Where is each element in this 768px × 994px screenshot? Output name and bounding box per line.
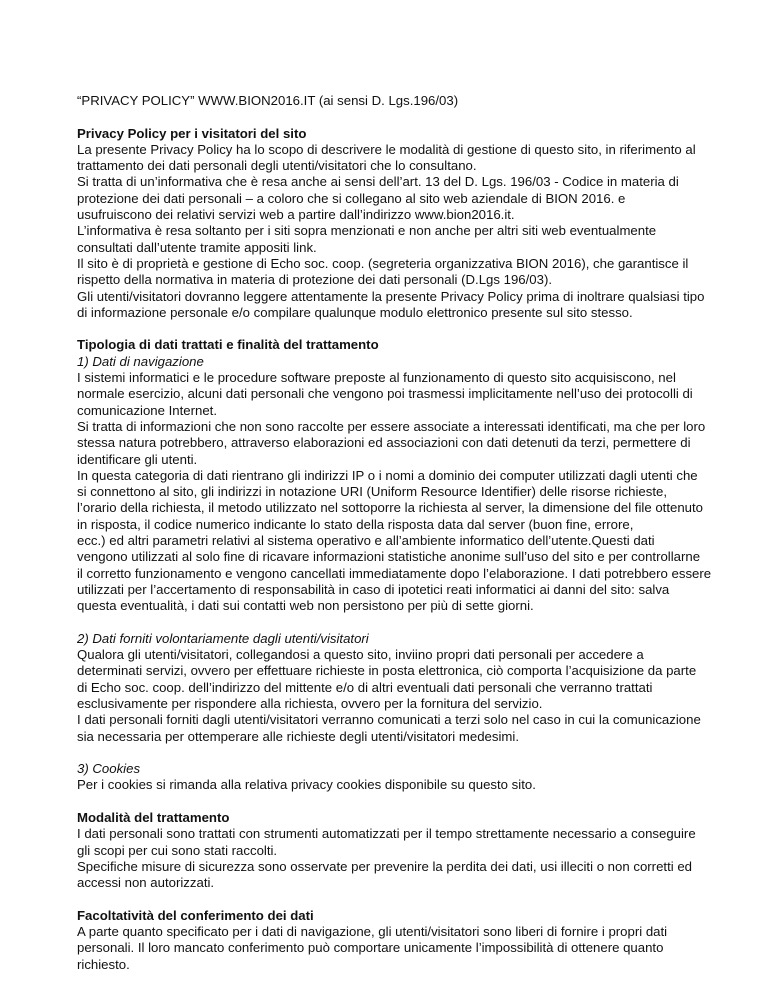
paragraph-line: questa eventualità, i dati sui contatti web non persistono per più di sette giorni.	[77, 598, 534, 614]
paragraph-line: trattamento dei dati personali degli utenti/visitatori che lo consultano.	[77, 158, 477, 174]
spacer	[77, 109, 717, 125]
paragraph-line: Per i cookies si rimanda alla relativa privacy cookies disponibile su questo sito.	[77, 777, 536, 793]
paragraph-line: In questa categoria di dati rientrano gli indirizzi IP o i nomi a dominio dei computer utilizzati dagli utenti che	[77, 467, 698, 483]
section-heading: 2) Dati forniti volontariamente dagli utenti/visitatori	[77, 630, 369, 646]
paragraph-line: protezione dei dati personali – a coloro che si collegano al sito web aziendale di BION 2016. e	[77, 190, 626, 206]
section-heading: Tipologia di dati trattati e finalità del trattamento	[77, 337, 379, 353]
spacer	[77, 321, 717, 337]
paragraph-line: rispetto della normativa in materia di protezione dei dati personali (D.Lgs 196/03).	[77, 272, 553, 288]
paragraph-line: Specifiche misure di sicurezza sono osservate per prevenire la perdita dei dati, usi illeciti o non corretti ed	[77, 858, 692, 874]
section	[77, 761, 717, 794]
paragraph-line: consultati dall’utente tramite appositi link.	[77, 239, 317, 255]
section	[77, 908, 717, 973]
spacer	[77, 892, 717, 908]
paragraph-line: I dati personali forniti dagli utenti/visitatori verranno comunicati a terzi solo nel caso in cui la comunicazione	[77, 712, 701, 728]
paragraph-line: I sistemi informatici e le procedure software preposte al funzionamento di questo sito acquisiscono, nel	[77, 370, 676, 386]
section	[77, 631, 717, 745]
paragraph-line: La presente Privacy Policy ha lo scopo di descrivere le modalità di gestione di questo sito, in riferimento al	[77, 141, 696, 157]
paragraph-line: accessi non autorizzati.	[77, 875, 215, 891]
paragraph-line: ecc.) ed altri parametri relativi al sistema operativo e all’ambiente informatico dell’utente.Questi dati	[77, 533, 655, 549]
paragraph-line: usufruiscono dei relativi servizi web a partire dall’indirizzo www.bion2016.it.	[77, 207, 515, 223]
paragraph-line: comunicazione Internet.	[77, 402, 218, 418]
paragraph-line: L’informativa è resa soltanto per i siti sopra menzionati e non anche per altri siti web eventualmente	[77, 223, 657, 239]
paragraph-line: Qualora gli utenti/visitatori, collegandosi a questo sito, inviino propri dati personali per accedere a	[77, 647, 644, 663]
paragraph-line: utilizzati per l’accertamento di responsabilità in caso di ipotetici reati informatici ai danni del sito: salva	[77, 581, 670, 597]
paragraph-line: normale esercizio, alcuni dati personali che vengono poi trasmessi implicitamente nell’uso dei protocolli di	[77, 386, 693, 402]
spacer	[77, 615, 717, 631]
section-heading: Facoltatività del conferimento dei dati	[77, 907, 314, 923]
paragraph-line: identificare gli utenti.	[77, 451, 198, 467]
section-heading: Modalità del trattamento	[77, 810, 230, 826]
paragraph-line: A parte quanto specificato per i dati di navigazione, gli utenti/visitatori sono liberi di fornire i propri dati	[77, 924, 668, 940]
paragraph-line: in risposta, il codice numerico indicante lo stato della risposta data dal server (buon fine, errore,	[77, 516, 634, 532]
paragraph-line: il corretto funzionamento e vengono cancellati immediatamente dopo l’elaborazione. I dati potrebbero essere	[77, 565, 712, 581]
document-title: “PRIVACY POLICY” WWW.BION2016.IT (ai sensi D. Lgs.196/03)	[77, 93, 459, 108]
sections	[77, 126, 717, 973]
section-heading: Privacy Policy per i visitatori del sito	[77, 125, 307, 141]
spacer	[77, 794, 717, 810]
paragraph-line: richiesto.	[77, 956, 130, 972]
paragraph-line: stessa natura potrebbero, attraverso elaborazioni ed associazioni con dati detenuti da terzi, permettere di	[77, 435, 691, 451]
paragraph-line: di informazione personale e/o compilare qualunque modulo elettronico presente sul sito stesso.	[77, 304, 633, 320]
section	[77, 810, 717, 891]
paragraph-line: l’orario della richiesta, il metodo utilizzato nel sottoporre la richiesta al server, la dimensione del file ottenuto	[77, 500, 703, 516]
document-body	[77, 93, 717, 973]
paragraph-line: vengono utilizzati al solo fine di ricavare informazioni statistiche anonime sull’uso del sito e per controllarne	[77, 549, 701, 565]
paragraph-line: esclusivamente per rispondere alla richiesta, ovvero per la fornitura del servizio.	[77, 695, 543, 711]
paragraph-line: Si tratta di un’informativa che è resa anche ai sensi dell’art. 13 del D. Lgs. 196/03 - Codice in materia di	[77, 174, 679, 190]
paragraph-line: si connettono al sito, gli indirizzi in notazione URI (Uniform Resource Identifier) delle risorse richieste,	[77, 484, 668, 500]
section	[77, 126, 717, 322]
paragraph-line: I dati personali sono trattati con strumenti automatizzati per il tempo strettamente necessario a conseguire	[77, 826, 696, 842]
paragraph-line: di Echo soc. coop. dell’indirizzo del mittente e/o di altri eventuali dati personali che verranno trattati	[77, 679, 653, 695]
paragraph-line: determinati servizi, ovvero per effettuare richieste in posta elettronica, ciò comporta l’acquisizione da parte	[77, 663, 697, 679]
section-subheading: 1) Dati di navigazione	[77, 353, 204, 369]
paragraph-line: gli scopi per cui sono stati raccolti.	[77, 842, 278, 858]
section-heading: 3) Cookies	[77, 761, 141, 777]
paragraph-line: Il sito è di proprietà e gestione di Echo soc. coop. (segreteria organizzativa BION 2016), che garantisce il	[77, 255, 689, 271]
spacer	[77, 745, 717, 761]
paragraph-line: sia necessaria per ottemperare alle richieste degli utenti/visitatori medesimi.	[77, 728, 519, 744]
paragraph-line: Gli utenti/visitatori dovranno leggere attentamente la presente Privacy Policy prima di inoltrare qualsiasi tipo	[77, 288, 705, 304]
paragraph-line: Si tratta di informazioni che non sono raccolte per essere associate a interessati identificati, ma che per loro	[77, 418, 706, 434]
paragraph-line: personali. Il loro mancato conferimento può comportare unicamente l’impossibilità di ottenere quanto	[77, 940, 664, 956]
section	[77, 337, 717, 614]
